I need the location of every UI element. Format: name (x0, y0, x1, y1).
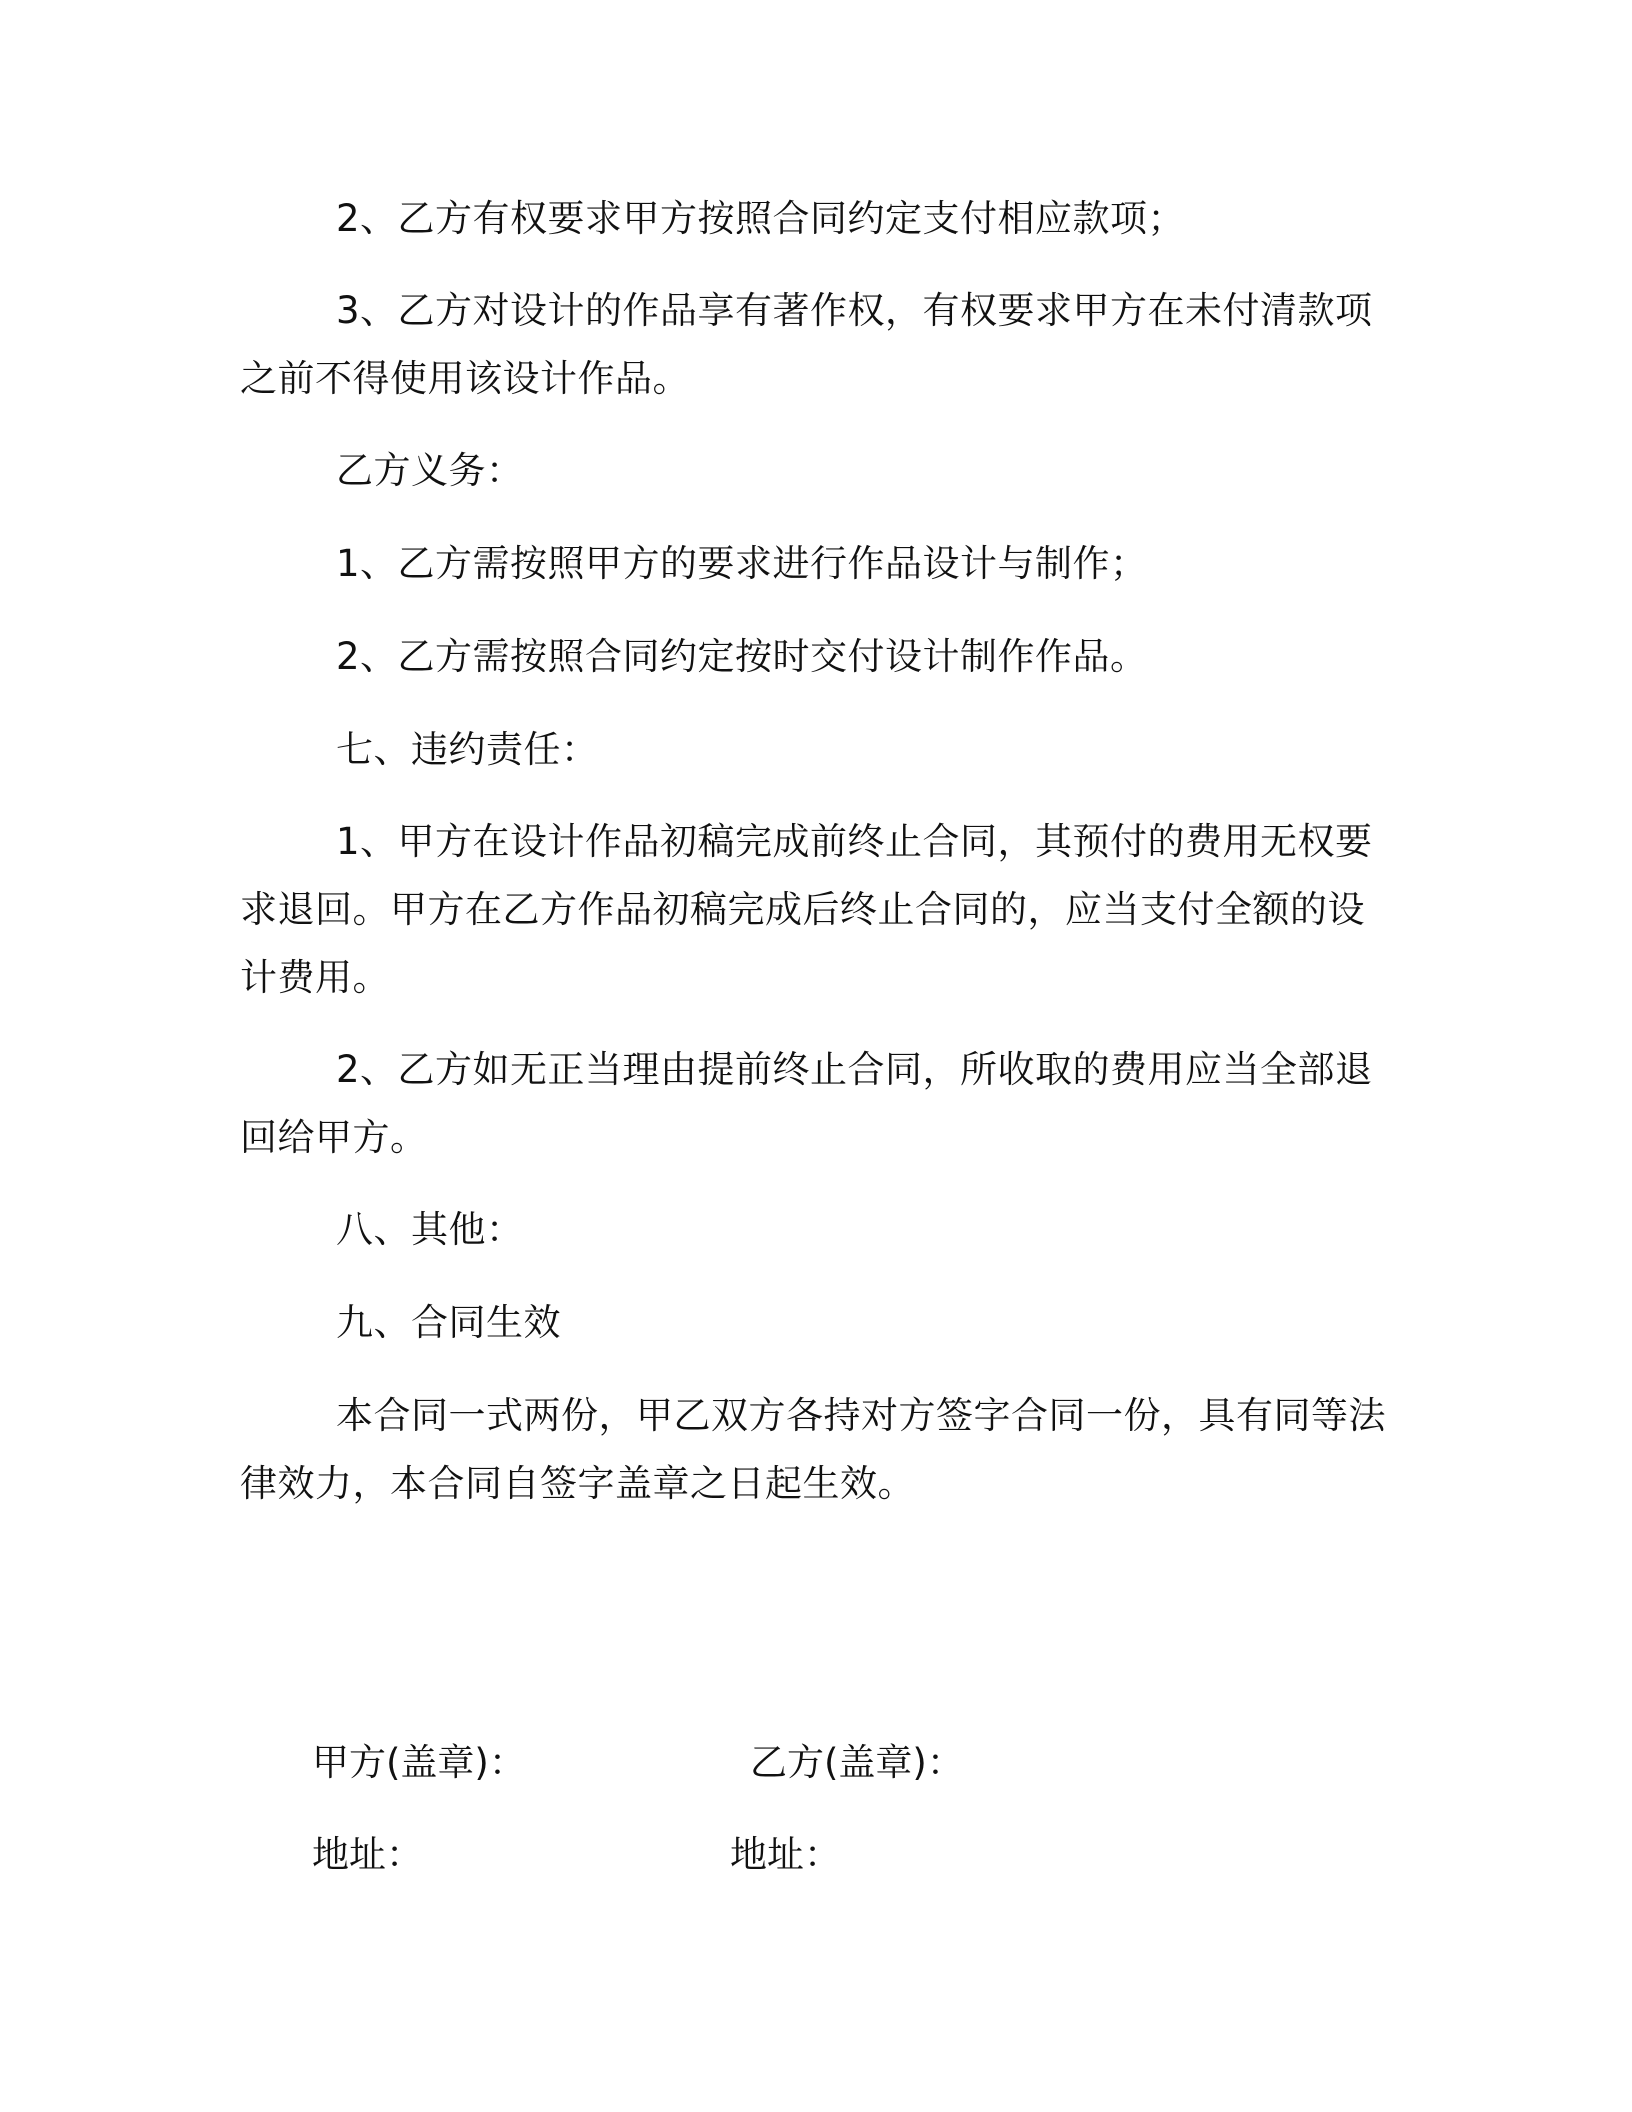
paragraph-line: 2、乙方有权要求甲方按照合同约定支付相应款项； (336, 197, 1186, 240)
paragraph-line: 计费用。 (240, 956, 390, 999)
paragraph-line: 回给甲方。 (240, 1116, 428, 1159)
paragraph-line: 之前不得使用该设计作品。 (240, 357, 690, 400)
section-heading: 九、合同生效 (336, 1301, 561, 1344)
paragraph-line: 3、乙方对设计的作品享有著作权，有权要求甲方在未付清款项 (336, 289, 1373, 332)
party-b-address-label: 地址： (730, 1833, 841, 1876)
party-b-seal-label: 乙方(盖章)： (750, 1741, 964, 1784)
party-a-seal-label: 甲方(盖章)： (312, 1741, 526, 1784)
paragraph-line: 律效力，本合同自签字盖章之日起生效。 (240, 1462, 915, 1505)
party-a-address-label: 地址： (312, 1833, 423, 1876)
paragraph-line: 2、乙方如无正当理由提前终止合同，所收取的费用应当全部退 (336, 1048, 1373, 1091)
section-heading: 八、其他： (336, 1208, 524, 1251)
paragraph-line: 2、乙方需按照合同约定按时交付设计制作作品。 (336, 635, 1148, 678)
section-heading: 乙方义务： (336, 449, 524, 492)
paragraph-line: 1、甲方在设计作品初稿完成前终止合同，其预付的费用无权要 (336, 820, 1373, 863)
section-heading: 七、违约责任： (336, 728, 599, 771)
paragraph-line: 1、乙方需按照甲方的要求进行作品设计与制作； (336, 542, 1148, 585)
paragraph-line: 本合同一式两份，甲乙双方各持对方签字合同一份，具有同等法 (336, 1394, 1386, 1437)
paragraph-line: 求退回。甲方在乙方作品初稿完成后终止合同的，应当支付全额的设 (240, 888, 1365, 931)
